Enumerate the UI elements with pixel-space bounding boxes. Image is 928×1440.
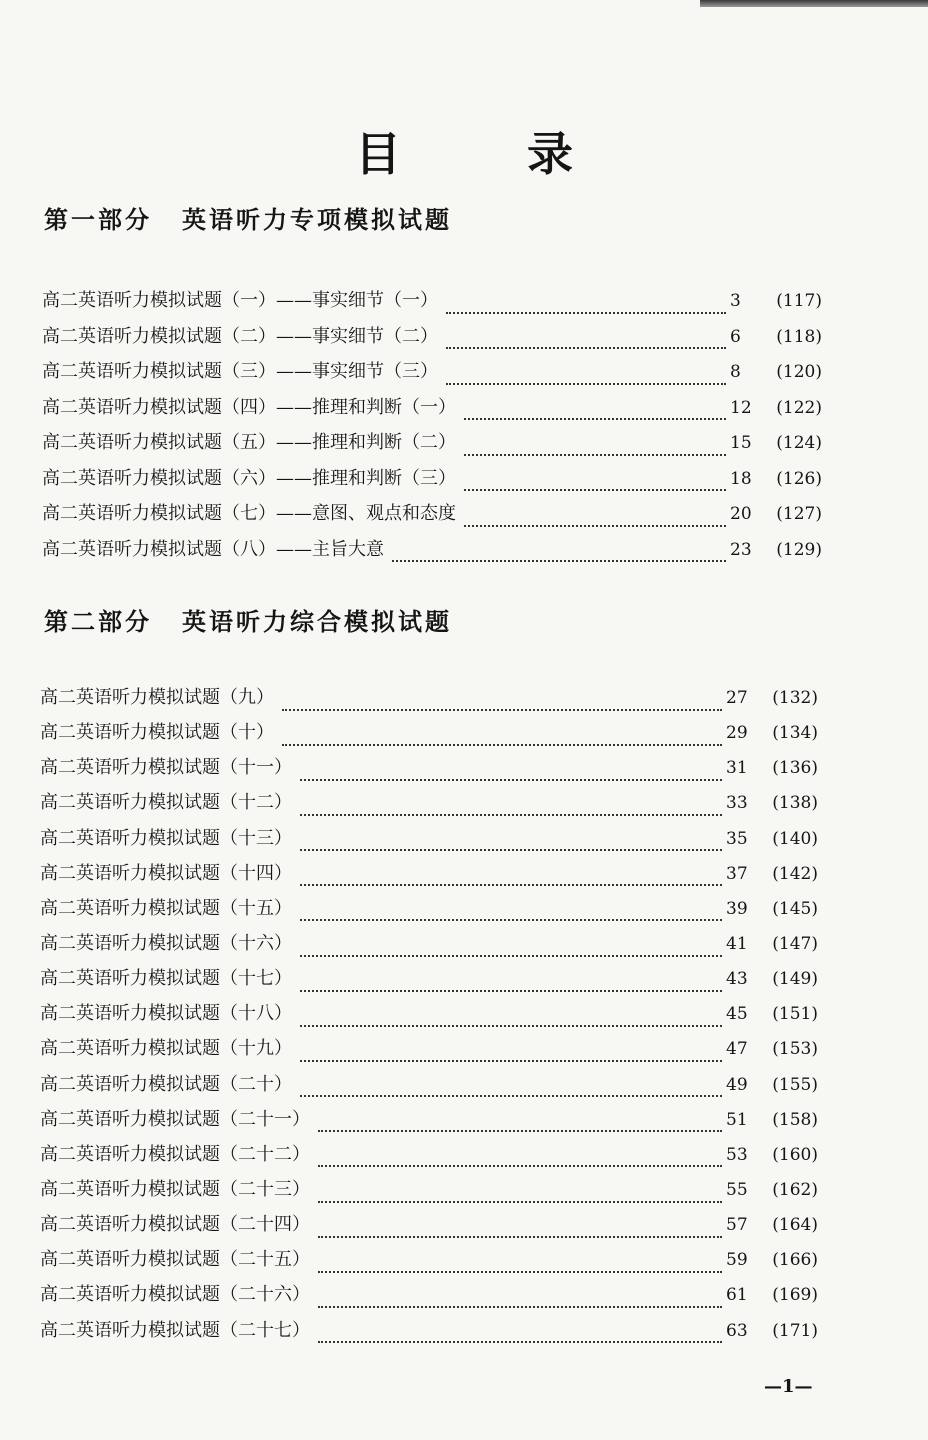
dot-leader (318, 1130, 722, 1132)
entry-subtitle: ——事实细节（二） (276, 325, 438, 347)
entry-title: 高二英语听力模拟试题（十九） (40, 1038, 292, 1060)
dot-leader (300, 1095, 722, 1097)
entry-answer-page: (149) (772, 969, 818, 990)
toc-entry[interactable] (42, 322, 822, 358)
dot-leader (318, 1341, 722, 1343)
entry-title: 高二英语听力模拟试题（十七） (40, 968, 292, 990)
toc-list-part1 (42, 286, 822, 570)
entry-answer-page: (169) (772, 1285, 818, 1306)
toc-entry[interactable] (40, 788, 818, 823)
entry-title: 高二英语听力模拟试题（三） (42, 361, 276, 382)
entry-page-number: 57 (726, 1215, 748, 1236)
entry-answer-page: (147) (772, 933, 818, 954)
dot-leader (300, 1025, 722, 1027)
toc-entry[interactable] (40, 1316, 818, 1351)
toc-entry[interactable] (42, 428, 822, 464)
toc-list-part2 (40, 683, 818, 1351)
entry-page-number: 43 (726, 969, 748, 990)
dot-leader (446, 383, 726, 385)
entry-page-number: 51 (726, 1109, 748, 1130)
entry-title: 高二英语听力模拟试题（九） (40, 687, 274, 708)
entry-page-number: 31 (726, 758, 748, 779)
entry-page-number: 18 (730, 468, 752, 489)
entry-title: 高二英语听力模拟试题（六） (42, 467, 276, 489)
entry-title: 高二英语听力模拟试题（十一） (40, 757, 292, 779)
entry-title: 高二英语听力模拟试题（十三） (40, 827, 292, 849)
dot-leader (300, 849, 722, 851)
entry-title: 高二英语听力模拟试题（二十） (40, 1073, 292, 1095)
scan-edge-shadow (700, 0, 928, 7)
page-title: 目 录 (355, 127, 613, 181)
dot-leader (300, 779, 722, 781)
entry-answer-page: (117) (776, 291, 822, 311)
toc-entry[interactable] (42, 535, 822, 571)
entry-page-number: 12 (730, 397, 752, 418)
toc-entry[interactable] (40, 999, 818, 1034)
entry-answer-page: (140) (772, 828, 818, 849)
entry-answer-page: (166) (772, 1250, 818, 1271)
toc-entry[interactable] (40, 929, 818, 964)
entry-page-number: 39 (726, 898, 748, 919)
dot-leader (300, 1060, 722, 1062)
entry-title: 高二英语听力模拟试题（二十三） (40, 1178, 310, 1200)
page-number: —1— (764, 1376, 813, 1397)
dot-leader (318, 1165, 722, 1167)
entry-page-number: 27 (726, 688, 748, 708)
dot-leader (446, 312, 726, 314)
entry-page-number: 47 (726, 1039, 748, 1060)
entry-subtitle: ——推理和判断（三） (276, 467, 456, 489)
entry-answer-page: (160) (772, 1144, 818, 1165)
entry-title: 高二英语听力模拟试题（二十七） (40, 1319, 310, 1341)
entry-page-number: 35 (726, 828, 748, 849)
toc-entry[interactable] (40, 1210, 818, 1245)
dot-leader (464, 489, 726, 491)
dot-leader (446, 347, 726, 349)
toc-entry[interactable] (42, 499, 822, 535)
dot-leader (300, 919, 722, 921)
entry-subtitle: ——事实细节（三） (276, 361, 438, 382)
entry-subtitle: ——推理和判断（二） (276, 432, 456, 453)
entry-page-number: 33 (726, 793, 748, 814)
section-heading-part1 (44, 200, 452, 235)
entry-answer-page: (145) (772, 898, 818, 919)
entry-page-number: 29 (726, 723, 748, 744)
entry-page-number: 37 (726, 863, 748, 884)
dot-leader (464, 525, 726, 527)
entry-subtitle: ——意图、观点和态度 (276, 503, 456, 524)
entry-title: 高二英语听力模拟试题（五） (42, 432, 276, 453)
part-title: 英语听力专项模拟试题 (182, 206, 452, 234)
dot-leader (318, 1201, 722, 1203)
dot-leader (300, 884, 722, 886)
entry-page-number: 41 (726, 933, 748, 954)
dot-leader (282, 744, 722, 746)
entry-page-number: 6 (730, 326, 741, 347)
entry-answer-page: (129) (776, 539, 822, 560)
toc-entry[interactable] (40, 1140, 818, 1175)
toc-entry[interactable] (42, 286, 822, 322)
entry-page-number: 61 (726, 1285, 748, 1306)
entry-answer-page: (122) (776, 397, 822, 418)
section-heading-part2 (44, 602, 452, 637)
entry-title: 高二英语听力模拟试题（二十二） (40, 1143, 310, 1165)
entry-answer-page: (138) (772, 793, 818, 814)
entry-answer-page: (158) (772, 1109, 818, 1130)
toc-entry[interactable] (40, 1105, 818, 1140)
entry-answer-page: (120) (776, 362, 822, 382)
toc-entry[interactable] (40, 964, 818, 999)
entry-page-number: 15 (730, 433, 752, 453)
part-title: 英语听力综合模拟试题 (182, 608, 452, 636)
toc-entry[interactable] (40, 1175, 818, 1210)
entry-title: 高二英语听力模拟试题（一） (42, 290, 276, 311)
dot-leader (282, 709, 722, 711)
toc-entry[interactable] (42, 464, 822, 500)
entry-page-number: 23 (730, 539, 752, 560)
part-label: 第一部分 (44, 206, 152, 234)
entry-page-number: 53 (726, 1144, 748, 1165)
toc-entry[interactable] (42, 357, 822, 393)
entry-page-number: 59 (726, 1250, 748, 1271)
entry-title: 高二英语听力模拟试题（七） (42, 503, 276, 524)
entry-title: 高二英语听力模拟试题（二十四） (40, 1214, 310, 1236)
dot-leader (464, 418, 726, 420)
entry-answer-page: (127) (776, 504, 822, 524)
dot-leader (318, 1306, 722, 1308)
entry-title: 高二英语听力模拟试题（十六） (40, 932, 292, 954)
entry-answer-page: (171) (772, 1320, 818, 1341)
toc-entry[interactable] (40, 1070, 818, 1105)
toc-entry[interactable] (40, 859, 818, 894)
part-label: 第二部分 (44, 608, 152, 636)
entry-title: 高二英语听力模拟试题（十五） (40, 897, 292, 919)
entry-answer-page: (126) (776, 468, 822, 489)
toc-entry[interactable] (40, 894, 818, 929)
entry-answer-page: (153) (772, 1039, 818, 1060)
entry-answer-page: (124) (776, 433, 822, 453)
entry-page-number: 55 (726, 1179, 748, 1200)
entry-page-number: 20 (730, 504, 752, 524)
entry-title: 高二英语听力模拟试题（十四） (40, 862, 292, 884)
dot-leader (300, 814, 722, 816)
entry-answer-page: (155) (772, 1074, 818, 1095)
toc-entry[interactable] (40, 1245, 818, 1280)
entry-answer-page: (132) (772, 688, 818, 708)
entry-title: 高二英语听力模拟试题（二十六） (40, 1284, 310, 1306)
entry-answer-page: (151) (772, 1004, 818, 1025)
entry-answer-page: (118) (776, 326, 822, 347)
entry-title: 高二英语听力模拟试题（十八） (40, 1003, 292, 1025)
dot-leader (392, 560, 726, 562)
entry-answer-page: (162) (772, 1179, 818, 1200)
dot-leader (318, 1271, 722, 1273)
toc-entry[interactable] (40, 824, 818, 859)
toc-entry[interactable] (40, 753, 818, 788)
entry-answer-page: (134) (772, 723, 818, 744)
dot-leader (464, 454, 726, 456)
entry-answer-page: (164) (772, 1215, 818, 1236)
entry-title: 高二英语听力模拟试题（四） (42, 396, 276, 418)
entry-title: 高二英语听力模拟试题（八） (42, 538, 276, 560)
entry-subtitle: ——推理和判断（一） (276, 396, 456, 418)
entry-subtitle: ——事实细节（一） (276, 290, 438, 311)
toc-entry[interactable] (40, 683, 818, 718)
entry-page-number: 3 (730, 291, 741, 311)
toc-entry[interactable] (40, 1280, 818, 1315)
entry-answer-page: (142) (772, 863, 818, 884)
entry-title: 高二英语听力模拟试题（二） (42, 325, 276, 347)
entry-page-number: 49 (726, 1074, 748, 1095)
toc-entry[interactable] (40, 718, 818, 753)
entry-title: 高二英语听力模拟试题（二十一） (40, 1108, 310, 1130)
entry-page-number: 8 (730, 362, 741, 382)
entry-page-number: 63 (726, 1320, 748, 1341)
entry-subtitle: ——主旨大意 (276, 538, 384, 560)
dot-leader (300, 955, 722, 957)
dot-leader (300, 990, 722, 992)
dot-leader (318, 1236, 722, 1238)
entry-page-number: 45 (726, 1004, 748, 1025)
toc-entry[interactable] (40, 1034, 818, 1069)
toc-entry[interactable] (42, 393, 822, 429)
entry-title: 高二英语听力模拟试题（二十五） (40, 1249, 310, 1271)
entry-answer-page: (136) (772, 758, 818, 779)
entry-title: 高二英语听力模拟试题（十） (40, 722, 274, 744)
entry-title: 高二英语听力模拟试题（十二） (40, 792, 292, 814)
